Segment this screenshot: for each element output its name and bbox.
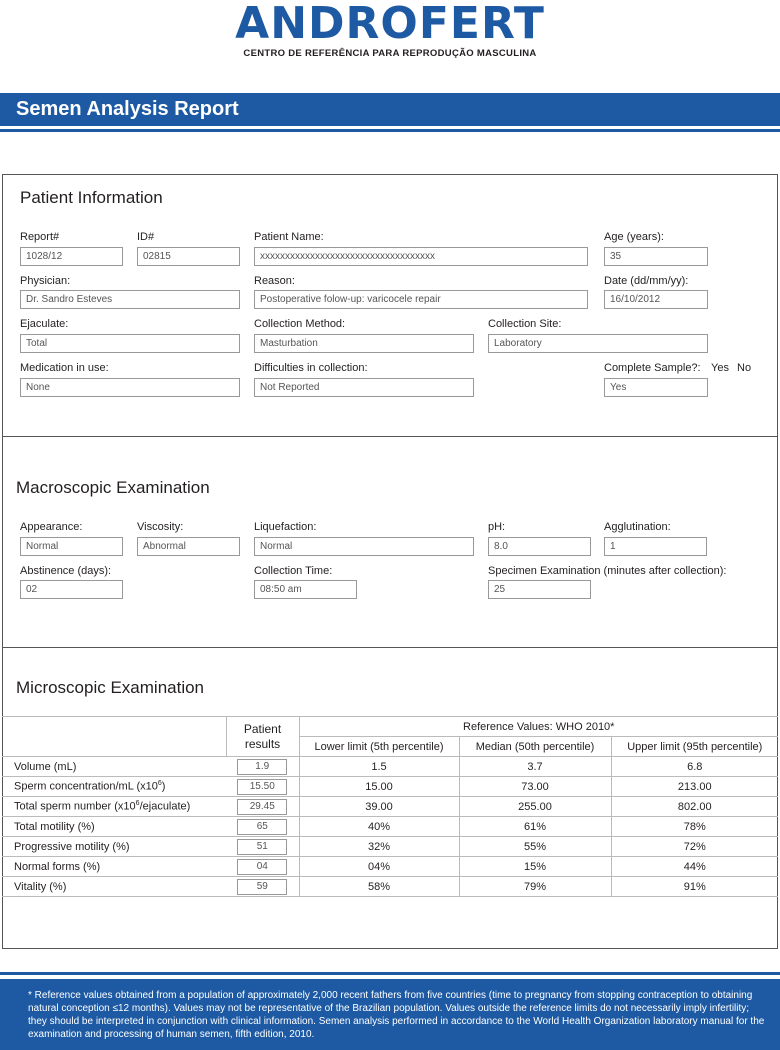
row-label-superscript: 6: [157, 780, 162, 788]
date-field[interactable]: 16/10/2012: [604, 290, 708, 309]
logo-name: ANDROFERT: [235, 0, 545, 49]
table-row: [2, 797, 778, 817]
row-label: Total motility (%): [2, 817, 226, 837]
abstinence-label: Abstinence (days):: [20, 565, 112, 577]
table-row: [2, 857, 778, 877]
ph-field[interactable]: 8.0: [488, 537, 591, 556]
reason-field[interactable]: Postoperative folow-up: varicocele repair: [254, 290, 588, 309]
complete-sample-field[interactable]: Yes: [604, 378, 708, 397]
lower-value: 15.00: [299, 777, 459, 797]
lower-value: 04%: [299, 857, 459, 877]
collection-time-field[interactable]: 08:50 am: [254, 580, 357, 599]
header-empty-cell: [2, 717, 226, 737]
physician-label: Physician:: [20, 275, 71, 287]
median-value: 73.00: [459, 777, 611, 797]
upper-value: 44%: [611, 857, 778, 877]
median-value: 61%: [459, 817, 611, 837]
median-value: 55%: [459, 837, 611, 857]
logo-subtitle: CENTRO DE REFERÊNCIA PARA REPRODUÇÃO MASCULINA: [243, 48, 537, 59]
row-label-text: Total sperm number (x10: [14, 800, 136, 813]
difficulties-field[interactable]: Not Reported: [254, 378, 474, 397]
row-label: Normal forms (%): [2, 857, 226, 877]
result-field[interactable]: 1.9: [237, 759, 287, 775]
table-row: [2, 817, 778, 837]
collection-site-field[interactable]: Laboratory: [488, 334, 708, 353]
agglutination-label: Agglutination:: [604, 521, 671, 533]
upper-value: 72%: [611, 837, 778, 857]
result-field[interactable]: 04: [237, 859, 287, 875]
upper-value: 78%: [611, 817, 778, 837]
liquefaction-label: Liquefaction:: [254, 521, 317, 533]
table-header-row-2: [2, 737, 778, 757]
ph-label: pH:: [488, 521, 506, 533]
upper-value: 213.00: [611, 777, 778, 797]
viscosity-label: Viscosity:: [137, 521, 184, 533]
median-header: Median (50th percentile): [459, 737, 611, 757]
lower-limit-header: Lower limit (5th percentile): [299, 737, 459, 757]
row-label-suffix: ): [161, 780, 166, 793]
specimen-examination-field[interactable]: 25: [488, 580, 591, 599]
result-cell: [226, 757, 299, 777]
row-label-superscript: 6: [135, 800, 140, 808]
median-value: 15%: [459, 857, 611, 877]
row-label: Progressive motility (%): [2, 837, 226, 857]
result-field[interactable]: 29.45: [237, 799, 287, 815]
table-header-row-1: [2, 717, 778, 737]
appearance-label: Appearance:: [20, 521, 83, 533]
date-label: Date (dd/mm/yy):: [604, 275, 689, 287]
viscosity-field[interactable]: Abnormal: [137, 537, 240, 556]
collection-method-label: Collection Method:: [254, 318, 346, 330]
microscopic-results-table: [2, 716, 778, 897]
reason-label: Reason:: [254, 275, 295, 287]
medication-label: Medication in use:: [20, 362, 109, 374]
report-number-label: Report#: [20, 231, 60, 243]
age-label: Age (years):: [604, 231, 664, 243]
table-row: [2, 877, 778, 897]
liquefaction-field[interactable]: Normal: [254, 537, 474, 556]
collection-time-label: Collection Time:: [254, 565, 333, 577]
complete-sample-yes-option[interactable]: Yes: [711, 362, 729, 374]
complete-sample-label: Complete Sample?:: [604, 362, 701, 374]
result-field[interactable]: 59: [237, 879, 287, 895]
result-cell: [226, 817, 299, 837]
report-title: Semen Analysis Report: [16, 98, 239, 120]
row-label: [2, 797, 226, 817]
medication-field[interactable]: None: [20, 378, 240, 397]
collection-method-field[interactable]: Masturbation: [254, 334, 474, 353]
microscopic-examination-title: Microscopic Examination: [16, 678, 205, 697]
result-cell: [226, 877, 299, 897]
lower-value: 1.5: [299, 757, 459, 777]
macroscopic-examination-title: Macroscopic Examination: [16, 478, 210, 497]
result-cell: [226, 837, 299, 857]
reference-values-header: Reference Values: WHO 2010*: [299, 717, 778, 737]
upper-limit-header: Upper limit (95th percentile): [611, 737, 778, 757]
result-field[interactable]: 65: [237, 819, 287, 835]
complete-sample-no-option[interactable]: No: [737, 362, 752, 374]
id-field[interactable]: 02815: [137, 247, 240, 266]
patient-information-title: Patient Information: [20, 188, 163, 207]
patient-results-header: [226, 717, 299, 757]
lower-value: 58%: [299, 877, 459, 897]
footer-divider: [0, 972, 780, 975]
ejaculate-field[interactable]: Total: [20, 334, 240, 353]
result-cell: [226, 777, 299, 797]
row-label: Vitality (%): [2, 877, 226, 897]
table-row: [2, 777, 778, 797]
table-row: [2, 837, 778, 857]
lower-value: 40%: [299, 817, 459, 837]
physician-field[interactable]: Dr. Sandro Esteves: [20, 290, 240, 309]
row-label-suffix: /ejaculate): [139, 800, 191, 813]
lower-value: 32%: [299, 837, 459, 857]
median-value: 255.00: [459, 797, 611, 817]
result-cell: [226, 797, 299, 817]
median-value: 79%: [459, 877, 611, 897]
header-empty-cell: [2, 737, 226, 757]
patient-name-label: Patient Name:: [254, 231, 324, 243]
row-label: [2, 777, 226, 797]
lower-value: 39.00: [299, 797, 459, 817]
age-field[interactable]: 35: [604, 247, 708, 266]
patient-results-header-line2: results: [244, 736, 281, 751]
id-label: ID#: [137, 231, 155, 243]
upper-value: 91%: [611, 877, 778, 897]
specimen-examination-label: Specimen Examination (minutes after collection):: [488, 565, 727, 577]
result-field[interactable]: 51: [237, 839, 287, 855]
androfert-logo: [0, 2, 780, 59]
report-title-bar: [0, 93, 780, 129]
upper-value: 6.8: [611, 757, 778, 777]
result-field[interactable]: 15.50: [237, 779, 287, 795]
median-value: 3.7: [459, 757, 611, 777]
abstinence-field[interactable]: 02: [20, 580, 123, 599]
reference-footnote: * Reference values obtained from a population of approximately 2,000 recent fathers from five countries (time to pregnancy from stopping contraception to obtaining natural conception ≤12 months). Values may not be representative of the Brazilian population. Values outside the reference limits do not necessarily imply infertility; they should be interpreted in conjunction with clinical information. Semen analysis performed in accordance to the World Health Organization laboratory manual for the examination and processing of human semen, fifth edition, 2010.: [0, 979, 780, 1050]
agglutination-field[interactable]: 1: [604, 537, 707, 556]
ejaculate-label: Ejaculate:: [20, 318, 69, 330]
collection-site-label: Collection Site:: [488, 318, 562, 330]
upper-value: 802.00: [611, 797, 778, 817]
report-number-field[interactable]: 1028/12: [20, 247, 123, 266]
appearance-field[interactable]: Normal: [20, 537, 123, 556]
patient-name-field[interactable]: xxxxxxxxxxxxxxxxxxxxxxxxxxxxxxxxxxx: [254, 247, 588, 266]
row-label-text: Sperm concentration/mL (x10: [14, 780, 158, 793]
table-row: [2, 757, 778, 777]
row-label: Volume (mL): [2, 757, 226, 777]
result-cell: [226, 857, 299, 877]
difficulties-label: Difficulties in collection:: [254, 362, 368, 374]
patient-results-header-line1: Patient: [243, 721, 282, 736]
